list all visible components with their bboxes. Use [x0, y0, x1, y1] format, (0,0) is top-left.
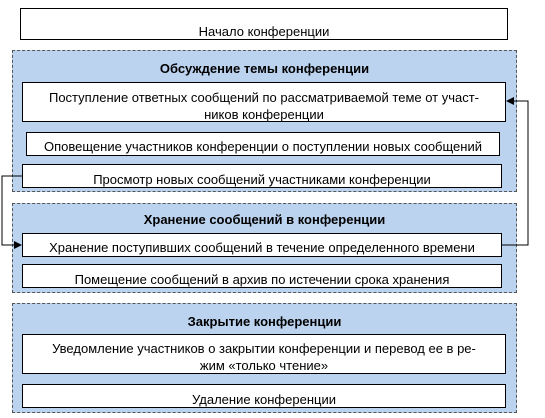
- step-receive-replies-line2: ников конференции: [204, 107, 324, 121]
- step-archive-messages-label: Помещение сообщений в архив по истечении срока хранения: [74, 272, 450, 287]
- group-storage-title: Хранение сообщений в конференции: [143, 212, 386, 227]
- connector-view-to-store: [2, 176, 22, 245]
- step-notify-participants-label: Оповещение участников конференции о поступлении новых сообщений: [44, 139, 482, 154]
- step-view-messages-label: Просмотр новых сообщений участниками конференции: [93, 172, 431, 187]
- step-store-messages-label: Хранение поступивших сообщений в течение определенного времени: [49, 240, 475, 255]
- group-discussion-title: Обсуждение темы конференции: [159, 61, 370, 76]
- step-notify-closing-line1: Уведомление участников о закрытии конференции и перевод ее в ре-: [52, 341, 476, 356]
- start-label: Начало конференции: [198, 24, 330, 39]
- step-notify-closing-line2: жим «только чтение»: [199, 358, 329, 373]
- step-receive-replies-line1: Поступление ответных сообщений по рассматриваемой теме от участ-: [48, 90, 480, 105]
- group-closing-title: Закрытие конференции: [187, 314, 342, 329]
- step-delete-conference-label: Удаление конференции: [192, 392, 336, 407]
- connector-store-to-receive: [502, 101, 528, 245]
